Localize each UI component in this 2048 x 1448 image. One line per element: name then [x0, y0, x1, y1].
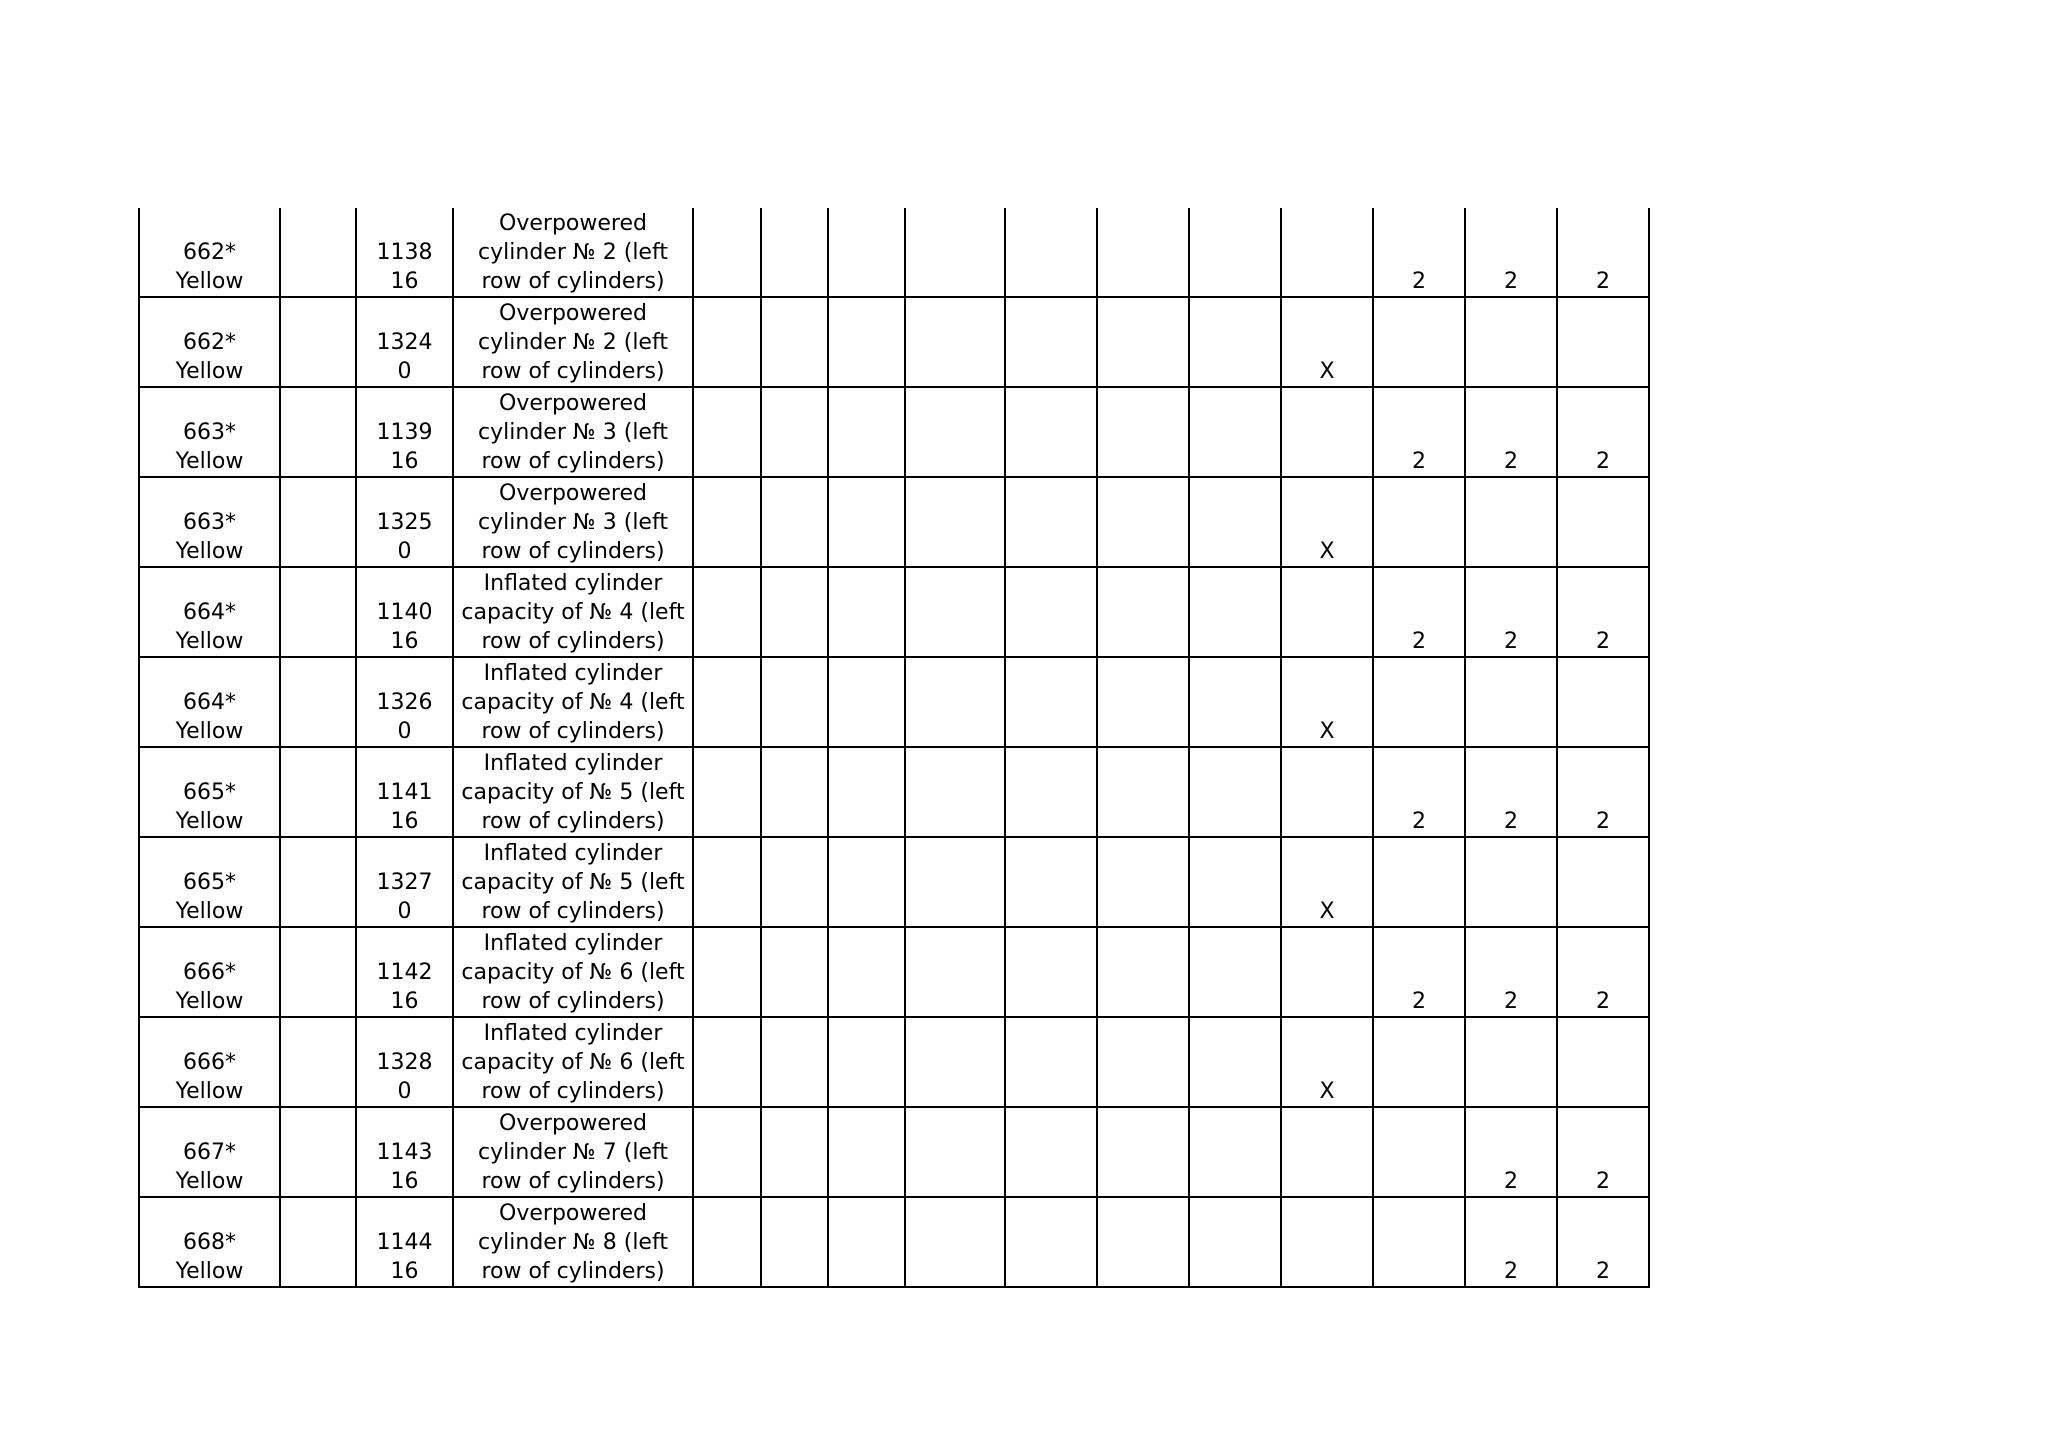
- number-cell: 1326 0: [356, 657, 453, 747]
- description-cell: Inflated cylinder capacity of № 4 (left row of cylinders): [453, 567, 693, 657]
- table-row: [139, 657, 1649, 747]
- mark-cell: [1189, 208, 1281, 297]
- mark-cell: [905, 297, 1005, 387]
- mark-cell: [761, 297, 828, 387]
- mark-cell: [693, 477, 761, 567]
- mark-cell: [761, 387, 828, 477]
- table-row: [139, 297, 1649, 387]
- mark-cell: [828, 657, 905, 747]
- mark-cell: [1373, 297, 1465, 387]
- description-cell: Overpowered cylinder № 8 (left row of cylinders): [453, 1197, 693, 1287]
- mark-cell: [1373, 837, 1465, 927]
- mark-cell: [1281, 927, 1373, 1017]
- mark-cell: [1557, 657, 1649, 747]
- number-cell: 1143 16: [356, 1107, 453, 1197]
- number-cell: 1141 16: [356, 747, 453, 837]
- description-cell: Inflated cylinder capacity of № 6 (left row of cylinders): [453, 1017, 693, 1107]
- mark-cell: 2: [1373, 927, 1465, 1017]
- mark-cell: [1097, 567, 1189, 657]
- mark-cell: [1465, 297, 1557, 387]
- mark-cell: 2: [1557, 927, 1649, 1017]
- description-cell: Inflated cylinder capacity of № 5 (left row of cylinders): [453, 837, 693, 927]
- mark-cell: [905, 1107, 1005, 1197]
- mark-cell: [1097, 477, 1189, 567]
- mark-cell: [761, 208, 828, 297]
- table-row: [139, 927, 1649, 1017]
- blank-cell: [280, 657, 356, 747]
- mark-cell: X: [1281, 1017, 1373, 1107]
- mark-cell: X: [1281, 297, 1373, 387]
- mark-cell: [828, 567, 905, 657]
- mark-cell: [905, 927, 1005, 1017]
- mark-cell: 2: [1557, 387, 1649, 477]
- mark-cell: [828, 837, 905, 927]
- mark-cell: [1373, 657, 1465, 747]
- code-cell: 664* Yellow: [139, 657, 280, 747]
- mark-cell: [905, 837, 1005, 927]
- mark-cell: [1097, 1017, 1189, 1107]
- blank-cell: [280, 387, 356, 477]
- mark-cell: [1281, 208, 1373, 297]
- mark-cell: [693, 567, 761, 657]
- mark-cell: [1005, 297, 1097, 387]
- table-row: [139, 387, 1649, 477]
- mark-cell: [905, 208, 1005, 297]
- mark-cell: 2: [1557, 567, 1649, 657]
- mark-cell: [761, 1017, 828, 1107]
- data-table: [138, 208, 1650, 1288]
- blank-cell: [280, 477, 356, 567]
- table-row: [139, 1107, 1649, 1197]
- mark-cell: [1005, 927, 1097, 1017]
- mark-cell: [1189, 657, 1281, 747]
- mark-cell: [761, 1107, 828, 1197]
- mark-cell: [1005, 1017, 1097, 1107]
- mark-cell: [693, 1017, 761, 1107]
- table-row: [139, 477, 1649, 567]
- mark-cell: [693, 747, 761, 837]
- mark-cell: [828, 477, 905, 567]
- mark-cell: [1097, 387, 1189, 477]
- mark-cell: [828, 1197, 905, 1287]
- mark-cell: [1465, 1017, 1557, 1107]
- mark-cell: [828, 1017, 905, 1107]
- mark-cell: [693, 1197, 761, 1287]
- number-cell: 1328 0: [356, 1017, 453, 1107]
- description-cell: Overpowered cylinder № 2 (left row of cylinders): [453, 208, 693, 297]
- mark-cell: [828, 387, 905, 477]
- code-cell: 663* Yellow: [139, 477, 280, 567]
- number-cell: 1324 0: [356, 297, 453, 387]
- mark-cell: [1189, 1197, 1281, 1287]
- mark-cell: [693, 297, 761, 387]
- mark-cell: [1005, 387, 1097, 477]
- code-cell: 663* Yellow: [139, 387, 280, 477]
- mark-cell: [828, 927, 905, 1017]
- mark-cell: [1005, 657, 1097, 747]
- description-cell: Overpowered cylinder № 2 (left row of cylinders): [453, 297, 693, 387]
- table-row: [139, 747, 1649, 837]
- mark-cell: [1097, 1107, 1189, 1197]
- mark-cell: [1281, 1107, 1373, 1197]
- mark-cell: X: [1281, 837, 1373, 927]
- mark-cell: [693, 1107, 761, 1197]
- blank-cell: [280, 1197, 356, 1287]
- mark-cell: [1189, 567, 1281, 657]
- number-cell: 1325 0: [356, 477, 453, 567]
- description-cell: Overpowered cylinder № 3 (left row of cylinders): [453, 387, 693, 477]
- code-cell: 662* Yellow: [139, 297, 280, 387]
- mark-cell: [905, 387, 1005, 477]
- code-cell: 662* Yellow: [139, 208, 280, 297]
- mark-cell: X: [1281, 657, 1373, 747]
- table-row: [139, 1017, 1649, 1107]
- table-row: [139, 837, 1649, 927]
- mark-cell: [1097, 208, 1189, 297]
- mark-cell: [761, 747, 828, 837]
- mark-cell: 2: [1373, 387, 1465, 477]
- number-cell: 1144 16: [356, 1197, 453, 1287]
- mark-cell: [1465, 477, 1557, 567]
- mark-cell: [761, 567, 828, 657]
- mark-cell: [905, 477, 1005, 567]
- mark-cell: [1557, 1017, 1649, 1107]
- mark-cell: [1189, 1107, 1281, 1197]
- mark-cell: [1189, 477, 1281, 567]
- mark-cell: 2: [1557, 1197, 1649, 1287]
- mark-cell: [693, 837, 761, 927]
- mark-cell: [1097, 837, 1189, 927]
- mark-cell: [761, 657, 828, 747]
- mark-cell: [693, 657, 761, 747]
- table-row: [139, 1197, 1649, 1287]
- mark-cell: [1281, 1197, 1373, 1287]
- mark-cell: [1097, 747, 1189, 837]
- description-cell: Inflated cylinder capacity of № 4 (left row of cylinders): [453, 657, 693, 747]
- mark-cell: [1281, 747, 1373, 837]
- mark-cell: 2: [1465, 1197, 1557, 1287]
- description-cell: Overpowered cylinder № 3 (left row of cylinders): [453, 477, 693, 567]
- mark-cell: [1005, 567, 1097, 657]
- number-cell: 1140 16: [356, 567, 453, 657]
- mark-cell: [761, 477, 828, 567]
- code-cell: 666* Yellow: [139, 927, 280, 1017]
- mark-cell: 2: [1373, 208, 1465, 297]
- mark-cell: 2: [1465, 208, 1557, 297]
- mark-cell: [761, 927, 828, 1017]
- mark-cell: [1373, 477, 1465, 567]
- description-cell: Inflated cylinder capacity of № 6 (left row of cylinders): [453, 927, 693, 1017]
- mark-cell: [1557, 837, 1649, 927]
- mark-cell: 2: [1465, 387, 1557, 477]
- mark-cell: [1005, 208, 1097, 297]
- mark-cell: [1465, 837, 1557, 927]
- mark-cell: [1189, 927, 1281, 1017]
- blank-cell: [280, 747, 356, 837]
- mark-cell: [1373, 1017, 1465, 1107]
- mark-cell: [1097, 927, 1189, 1017]
- blank-cell: [280, 1107, 356, 1197]
- code-cell: 668* Yellow: [139, 1197, 280, 1287]
- number-cell: 1138 16: [356, 208, 453, 297]
- number-cell: 1139 16: [356, 387, 453, 477]
- mark-cell: [905, 1017, 1005, 1107]
- mark-cell: 2: [1557, 1107, 1649, 1197]
- mark-cell: [1005, 747, 1097, 837]
- mark-cell: [1557, 297, 1649, 387]
- mark-cell: [1005, 1197, 1097, 1287]
- description-cell: Overpowered cylinder № 7 (left row of cylinders): [453, 1107, 693, 1197]
- blank-cell: [280, 567, 356, 657]
- mark-cell: [693, 927, 761, 1017]
- number-cell: 1142 16: [356, 927, 453, 1017]
- mark-cell: [1097, 657, 1189, 747]
- code-cell: 664* Yellow: [139, 567, 280, 657]
- mark-cell: 2: [1465, 747, 1557, 837]
- mark-cell: [1373, 1107, 1465, 1197]
- mark-cell: [828, 1107, 905, 1197]
- mark-cell: [1097, 1197, 1189, 1287]
- mark-cell: [1281, 387, 1373, 477]
- mark-cell: [1097, 297, 1189, 387]
- table-body: [139, 208, 1649, 1287]
- mark-cell: [905, 747, 1005, 837]
- code-cell: 667* Yellow: [139, 1107, 280, 1197]
- mark-cell: 2: [1373, 747, 1465, 837]
- mark-cell: [905, 567, 1005, 657]
- blank-cell: [280, 1017, 356, 1107]
- mark-cell: [905, 1197, 1005, 1287]
- blank-cell: [280, 837, 356, 927]
- blank-cell: [280, 208, 356, 297]
- mark-cell: X: [1281, 477, 1373, 567]
- code-cell: 666* Yellow: [139, 1017, 280, 1107]
- mark-cell: 2: [1373, 567, 1465, 657]
- mark-cell: 2: [1557, 208, 1649, 297]
- mark-cell: [905, 657, 1005, 747]
- mark-cell: [1005, 837, 1097, 927]
- mark-cell: [1281, 567, 1373, 657]
- mark-cell: 2: [1557, 747, 1649, 837]
- mark-cell: 2: [1465, 1107, 1557, 1197]
- mark-cell: [693, 387, 761, 477]
- mark-cell: [1557, 477, 1649, 567]
- mark-cell: [1189, 387, 1281, 477]
- mark-cell: [1005, 477, 1097, 567]
- mark-cell: [1465, 657, 1557, 747]
- mark-cell: [693, 208, 761, 297]
- description-cell: Inflated cylinder capacity of № 5 (left row of cylinders): [453, 747, 693, 837]
- number-cell: 1327 0: [356, 837, 453, 927]
- code-cell: 665* Yellow: [139, 747, 280, 837]
- mark-cell: [761, 837, 828, 927]
- mark-cell: [1189, 1017, 1281, 1107]
- code-cell: 665* Yellow: [139, 837, 280, 927]
- mark-cell: [1189, 837, 1281, 927]
- mark-cell: [828, 297, 905, 387]
- mark-cell: [828, 747, 905, 837]
- mark-cell: [761, 1197, 828, 1287]
- mark-cell: [1373, 1197, 1465, 1287]
- mark-cell: [1005, 1107, 1097, 1197]
- blank-cell: [280, 297, 356, 387]
- table-row: [139, 567, 1649, 657]
- mark-cell: [1189, 297, 1281, 387]
- mark-cell: 2: [1465, 567, 1557, 657]
- mark-cell: [828, 208, 905, 297]
- mark-cell: 2: [1465, 927, 1557, 1017]
- mark-cell: [1189, 747, 1281, 837]
- table-row: [139, 208, 1649, 297]
- blank-cell: [280, 927, 356, 1017]
